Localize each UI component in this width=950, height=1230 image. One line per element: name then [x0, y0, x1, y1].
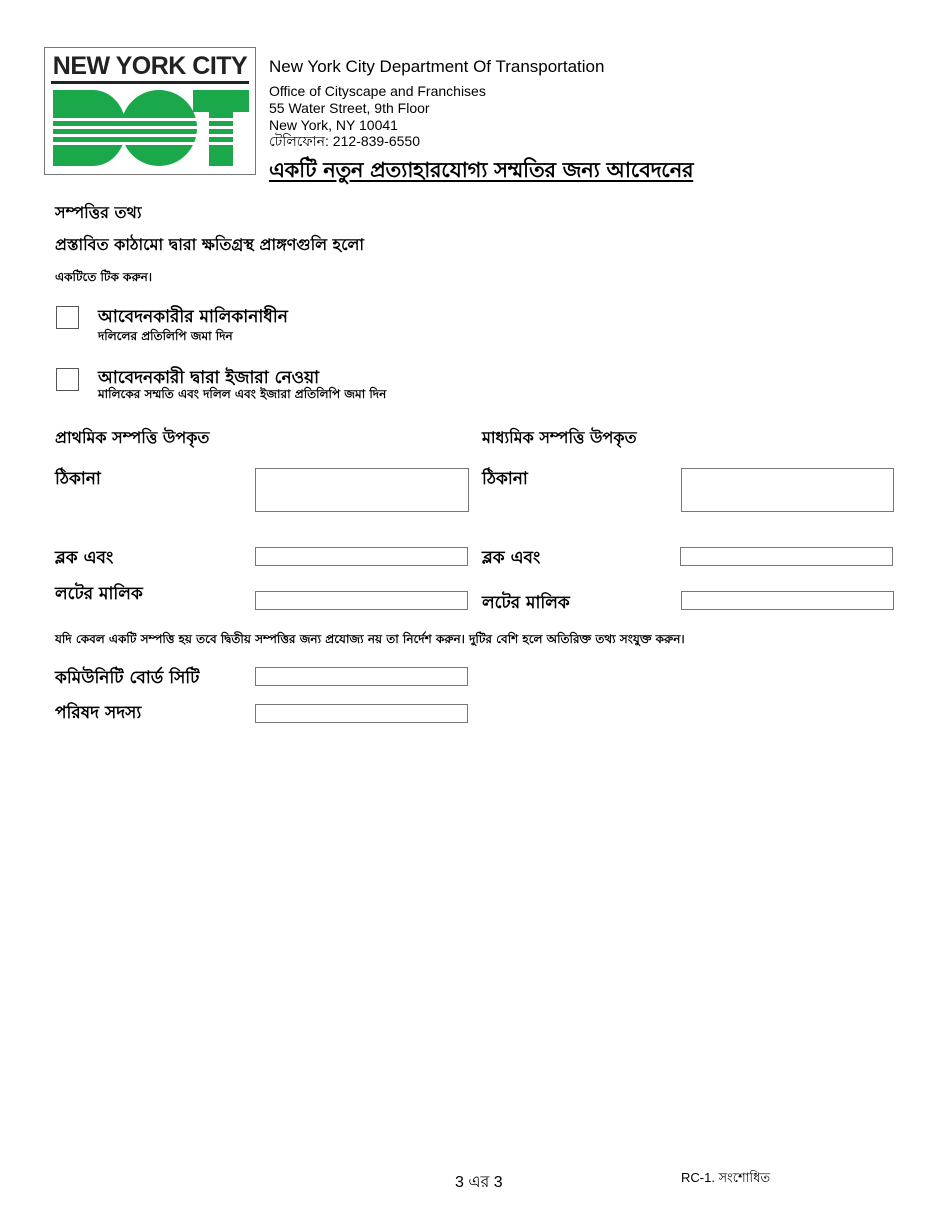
- primary-property-heading: প্রাথমিক সম্পত্তি উপকৃত: [55, 428, 210, 447]
- dot-logo-icon: [51, 88, 251, 168]
- primary-block-field[interactable]: [255, 547, 468, 566]
- secondary-lot-owner-field[interactable]: [681, 591, 894, 610]
- owned-by-applicant-note: দলিলের প্রতিলিপি জমা দিন: [98, 329, 233, 343]
- department-name: New York City Department Of Transportation: [269, 57, 605, 76]
- tick-one-instruction: একটিতে টিক করুন।: [55, 270, 153, 284]
- council-member-field[interactable]: [255, 704, 468, 723]
- owned-by-applicant-checkbox[interactable]: [56, 306, 79, 329]
- secondary-block-field[interactable]: [680, 547, 893, 566]
- office-name: Office of Cityscape and Franchises: [269, 83, 486, 99]
- phone-number: টেলিফোন: 212-839-6550: [269, 133, 420, 149]
- nyc-dot-logo: [44, 47, 256, 175]
- community-board-label: কমিউনিটি বোর্ড সিটি: [55, 668, 200, 688]
- council-member-label: পরিষদ সদস্য: [55, 703, 142, 723]
- page-number: 3 এর 3: [455, 1174, 503, 1191]
- primary-lot-owner-label: লটের মালিক: [55, 584, 143, 604]
- leased-by-applicant-checkbox[interactable]: [56, 368, 79, 391]
- secondary-lot-owner-label: লটের মালিক: [482, 593, 570, 613]
- primary-lot-owner-field[interactable]: [255, 591, 468, 610]
- primary-address-field[interactable]: [255, 468, 469, 512]
- primary-address-label: ঠিকানা: [55, 469, 101, 489]
- owned-by-applicant-label: আবেদনকারীর মালিকানাধীন: [98, 307, 288, 327]
- premises-affected-heading: প্রস্তাবিত কাঠামো দ্বারা ক্ষতিগ্রস্থ প্রাঙ্গণগুলি হলো: [55, 235, 365, 254]
- secondary-address-field[interactable]: [681, 468, 894, 512]
- logo-rule: [51, 81, 249, 84]
- city-address: New York, NY 10041: [269, 117, 398, 133]
- community-board-field[interactable]: [255, 667, 468, 686]
- secondary-block-label: ব্লক এবং: [482, 548, 541, 568]
- property-info-heading: সম্পত্তির তথ্য: [55, 203, 142, 222]
- leased-by-applicant-note: মালিকের সম্মতি এবং দলিল এবং ইজারা প্রতিলিপি জমা দিন: [98, 387, 387, 401]
- secondary-address-label: ঠিকানা: [482, 469, 528, 489]
- secondary-property-heading: মাধ্যমিক সম্পত্তি উপকৃত: [482, 428, 637, 447]
- leased-by-applicant-label: আবেদনকারী দ্বারা ইজারা নেওয়া: [98, 368, 320, 388]
- logo-text: NEW YORK CITY: [52, 52, 248, 80]
- single-property-note: যদি কেবল একটি সম্পত্তি হয় তবে দ্বিতীয় সম্পত্তির জন্য প্রযোজ্য নয় তা নির্দেশ করুন। দুটির বেশি হলে অতিরিক্ত তথ্য সংযুক্ত করুন।: [55, 632, 685, 646]
- form-code: RC-1. সংশোধিত: [681, 1170, 771, 1185]
- street-address: 55 Water Street, 9th Floor: [269, 100, 430, 116]
- primary-block-label: ব্লক এবং: [55, 548, 114, 568]
- form-title: একটি নতুন প্রত্যাহারযোগ্য সম্মতির জন্য আবেদনের: [269, 158, 694, 182]
